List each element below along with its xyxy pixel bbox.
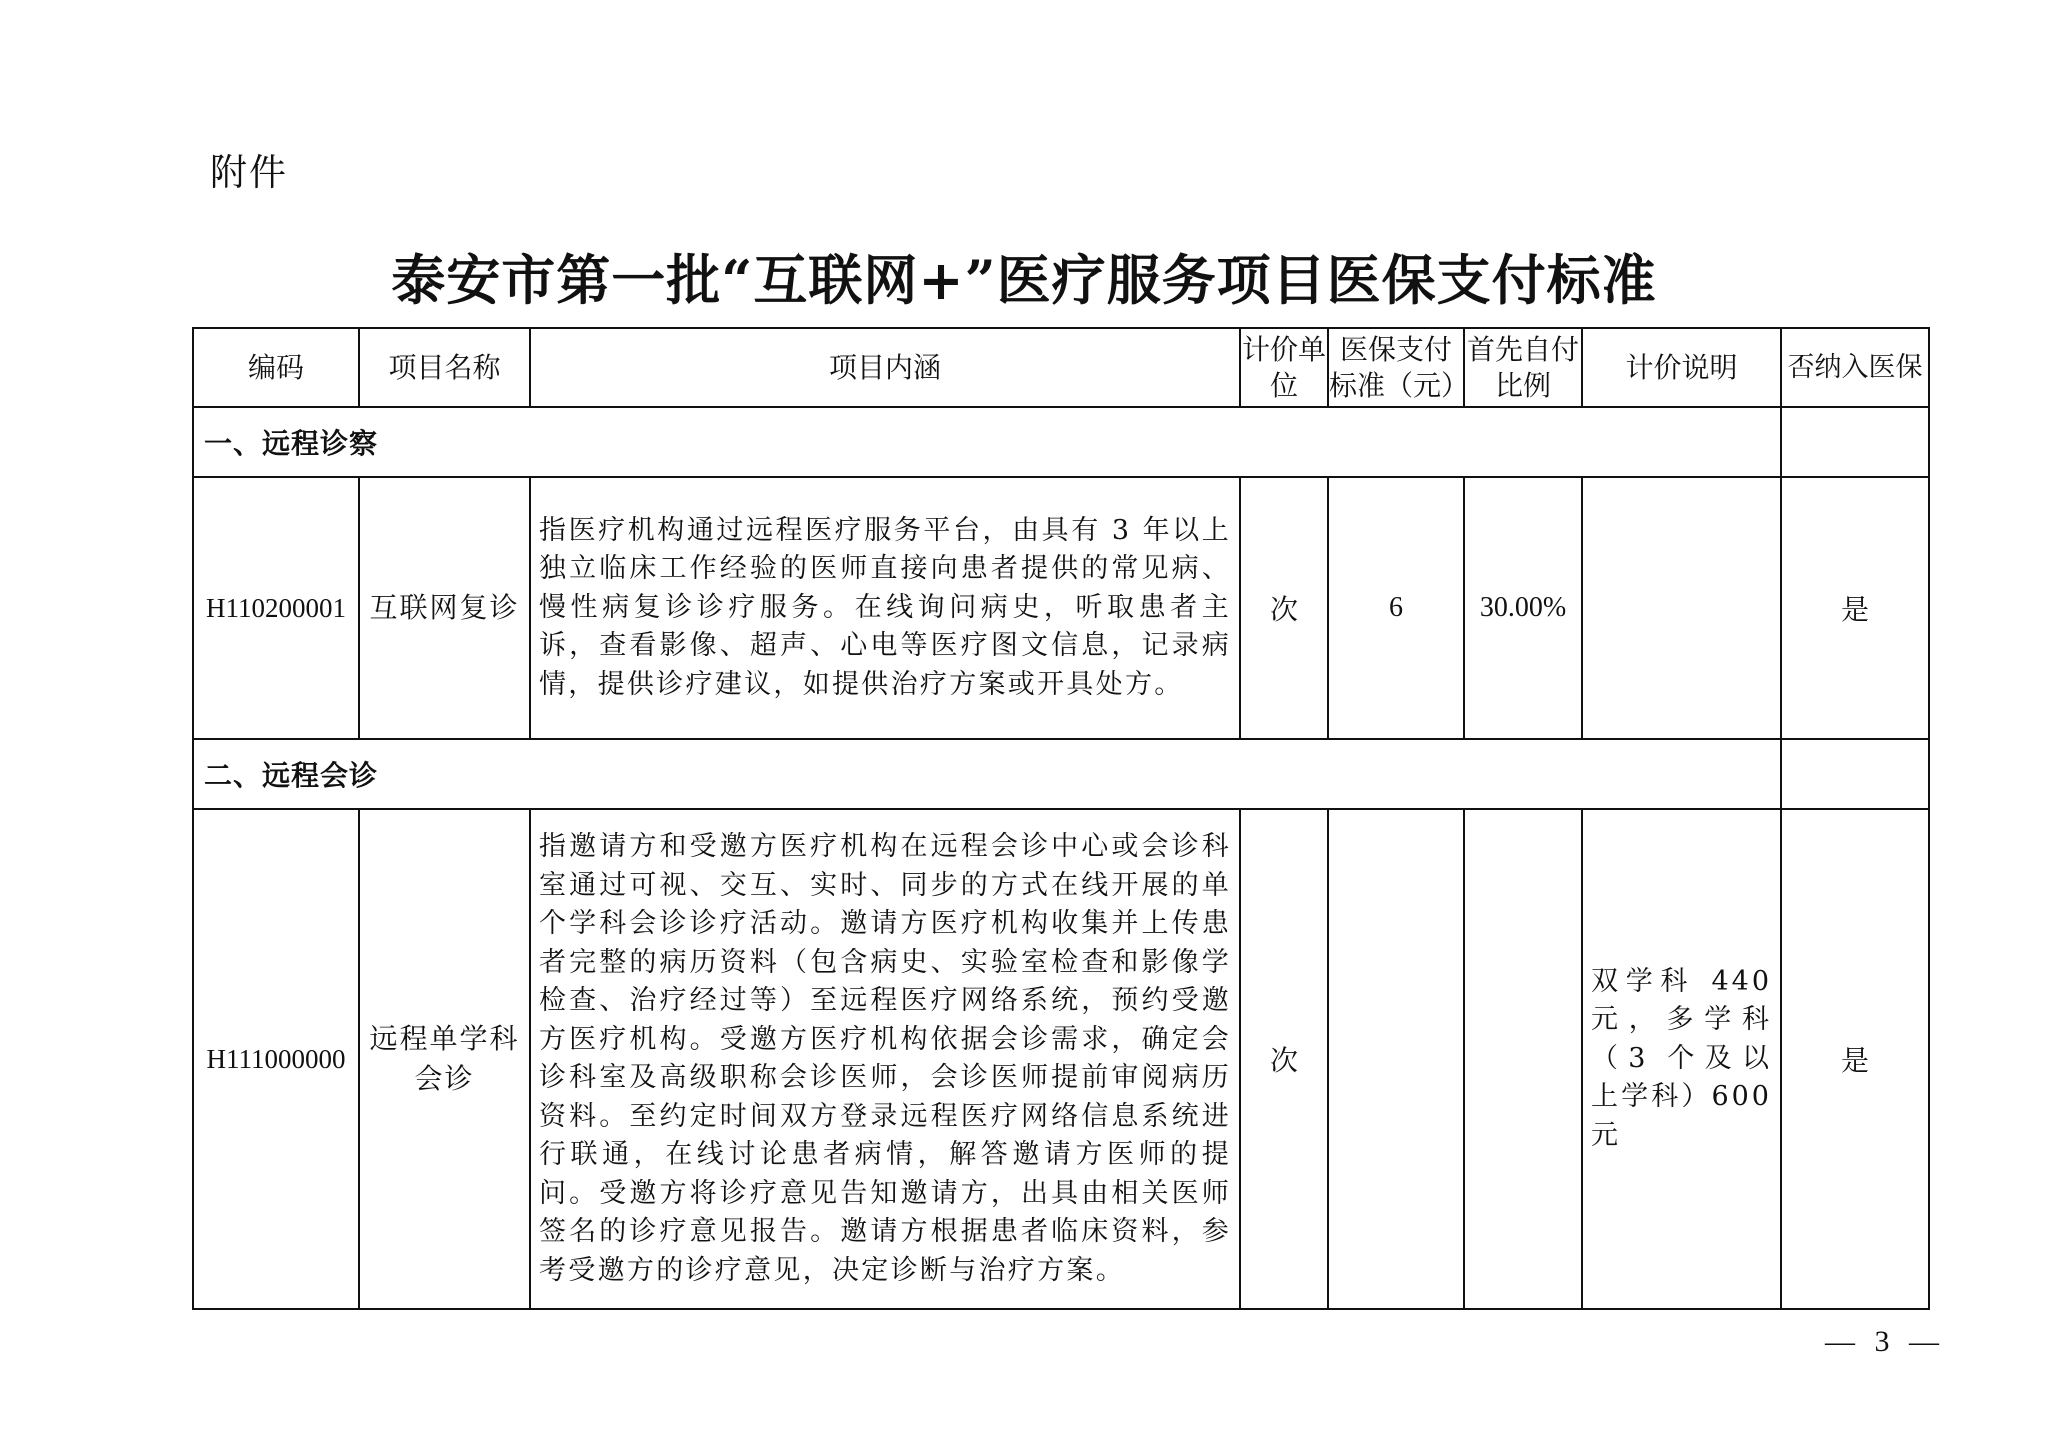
content-cell: 指邀请方和受邀方医疗机构在远程会诊中心或会诊科室通过可视、交互、实时、同步的方式在线开展的单个学科会诊诊疗活动。邀请方医疗机构收集并上传患者完整的病历资料（包含病史、实验室检查和影像学检查、治疗经过等）至远程医疗网络系统，预约受邀方医疗机构。受邀方医疗机构依据会诊需求，确定会诊科室及高级职称会诊医师，会诊医师提前审阅病历资料。至约定时间双方登录远程医疗网络信息系统进行联通，在线讨论患者病情，解答邀请方医师的提问。受邀方将诊疗意见告知邀请方，出具由相关医师签名的诊疗意见报告。邀请方根据患者临床资料，参考受邀方的诊疗意见，决定诊断与治疗方案。: [530, 809, 1240, 1309]
header-standard: 医保支付标准（元）: [1328, 328, 1464, 407]
included-cell: 是: [1781, 809, 1929, 1309]
content-cell: 指医疗机构通过远程医疗服务平台，由具有 3 年以上独立临床工作经验的医师直接向患者提供的常见病、慢性病复诊诊疗服务。在线询问病史，听取患者主诉，查看影像、超声、心电等医疗图文信息，记录病情，提供诊疗建议，如提供治疗方案或开具处方。: [530, 477, 1240, 739]
unit-cell: 次: [1240, 809, 1328, 1309]
header-included: 否纳入医保: [1781, 328, 1929, 407]
section-empty-cell: [1781, 739, 1929, 809]
name-cell: 远程单学科会诊: [359, 809, 530, 1309]
header-content: 项目内涵: [530, 328, 1240, 407]
section-row: [193, 407, 1929, 477]
note-cell: [1582, 477, 1781, 739]
note-cell: 双学科 440 元，多学科（3 个及以上学科）600 元: [1582, 809, 1781, 1309]
code-cell: H111000000: [193, 809, 359, 1309]
standard-cell: 6: [1328, 477, 1464, 739]
attachment-label: 附件: [210, 151, 288, 194]
code-cell: H110200001: [193, 477, 359, 739]
header-name: 项目名称: [359, 328, 530, 407]
header-unit: 计价单位: [1240, 328, 1328, 407]
header-note: 计价说明: [1582, 328, 1781, 407]
unit-cell: 次: [1240, 477, 1328, 739]
name-cell: 互联网复诊: [359, 477, 530, 739]
header-code: 编码: [193, 328, 359, 407]
section-row: [193, 739, 1929, 809]
standard-cell: [1328, 809, 1464, 1309]
section-title: 一、远程诊察: [193, 407, 1781, 477]
ratio-cell: [1464, 809, 1582, 1309]
section-empty-cell: [1781, 407, 1929, 477]
section-title: 二、远程会诊: [193, 739, 1781, 809]
payment-standard-table: [192, 327, 1930, 1310]
document-title: 泰安市第一批“互联网+”医疗服务项目医保支付标准: [391, 248, 1657, 312]
table-row: [193, 477, 1929, 739]
table-header-row: [193, 328, 1929, 407]
header-ratio: 首先自付比例: [1464, 328, 1582, 407]
page-number: — 3 —: [1825, 1325, 1945, 1358]
included-cell: 是: [1781, 477, 1929, 739]
table-row: [193, 809, 1929, 1309]
ratio-cell: 30.00%: [1464, 477, 1582, 739]
